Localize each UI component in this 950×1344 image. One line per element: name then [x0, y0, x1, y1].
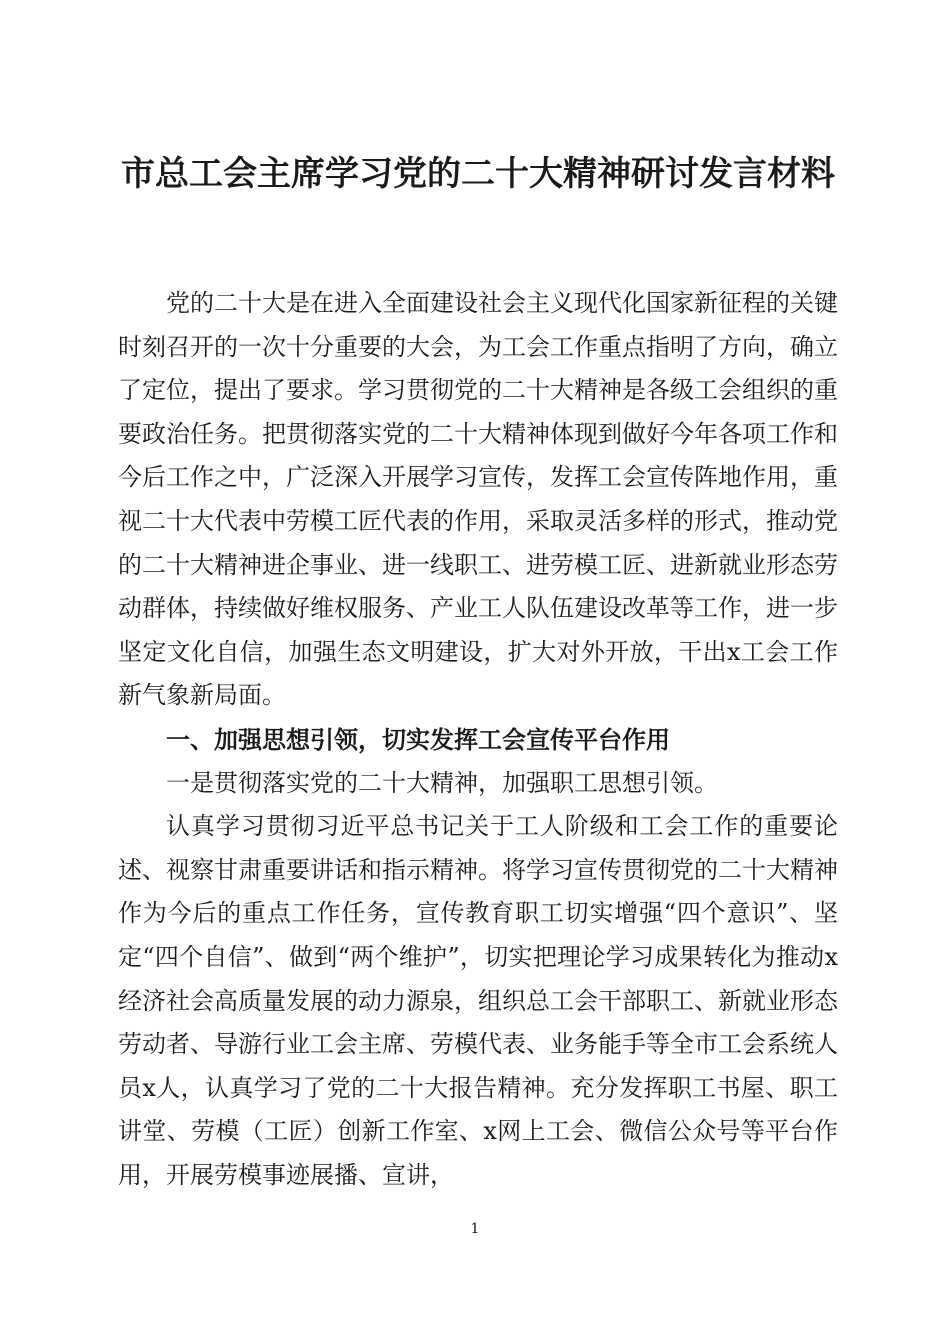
page-number: 1 — [470, 1221, 480, 1237]
section-heading: 一、加强思想引领，切实发挥工会宣传平台作用 — [166, 724, 670, 754]
document-body — [118, 282, 838, 1197]
intro-paragraph: 党的二十大是在进入全面建设社会主义现代化国家新征程的关键时刻召开的一次十分重要的大会，为工会工作重点指明了方向，确立了定位，提出了要求。学习贯彻党的二十大精神是各级工会组织的重要政治任务。把贯彻落实党的二十大精神体现到做好今年各项工作和今后工作之中，广泛深入开展学习宣传，发挥工会宣传阵地作用，重视二十大代表中劳模工匠代表的作用，采取灵活多样的形式，推动党的二十大精神进企事业、进一线职工、进劳模工匠、进新就业形态劳动群体，持续做好维权服务、产业工人队伍建设改革等工作，进一步坚定文化自信，加强生态文明建设，扩大对外开放，干出x工会工作新气象新局面。 — [118, 289, 838, 710]
document-title: 市总工会主席学习党的二十大精神研讨发言材料 — [121, 154, 835, 194]
body-paragraph: 认真学习贯彻习近平总书记关于工人阶级和工会工作的重要论述、视察甘肃重要讲话和指示精神。将学习宣传贯彻党的二十大精神作为今后的重点工作任务，宣传教育职工切实增强“四个意识”、坚定“四个自信”、做到“两个维护”，切实把理论学习成果转化为推动x经济社会高质量发展的动力源泉，组织总工会干部职工、新就业形态劳动者、导游行业工会主席、劳模代表、业务能手等全市工会系统人员x人，认真学习了党的二十大报告精神。充分发挥职工书屋、职工讲堂、劳模（工匠）创新工作室、x网上工会、微信公众号等平台作用，开展劳模事迹展播、宣讲， — [118, 812, 838, 1189]
sub-point-paragraph: 一是贯彻落实党的二十大精神，加强职工思想引领。 — [166, 768, 718, 797]
